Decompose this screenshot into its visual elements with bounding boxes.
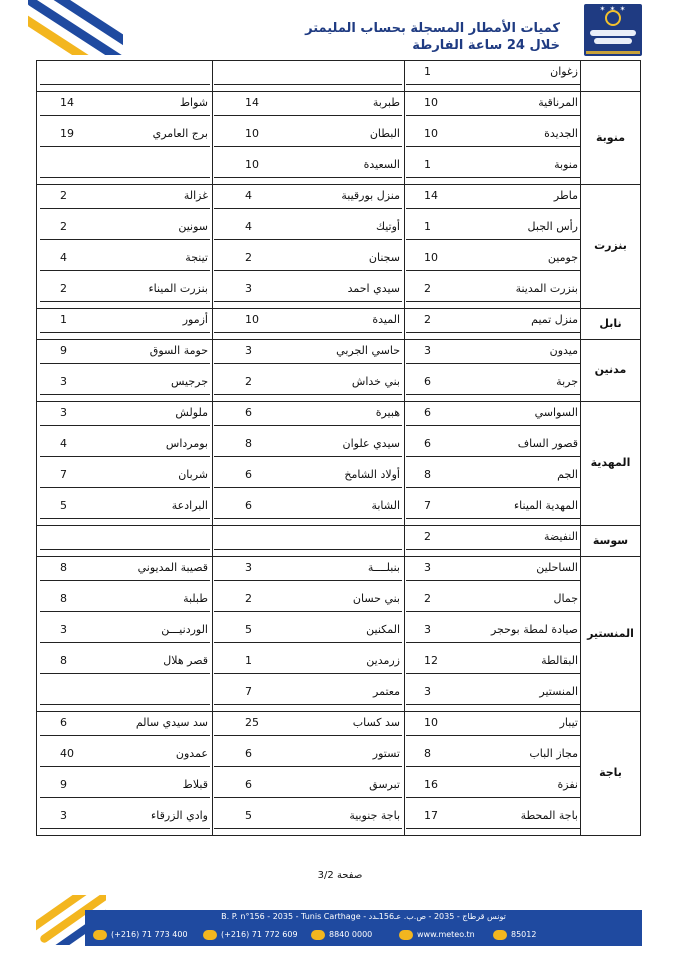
cell-underline [40, 332, 210, 333]
cell-underline [214, 456, 402, 457]
cell-underline [406, 208, 580, 209]
cell-underline [40, 115, 210, 116]
station-name: البطان [369, 127, 400, 140]
institute-logo: ✶ ✶ ✶ [584, 4, 642, 56]
cell-underline [214, 394, 402, 395]
station-name: قصيبة المديوني [137, 561, 208, 574]
rainfall-value: 3 [424, 561, 431, 574]
cell-underline [214, 177, 402, 178]
rainfall-value: 2 [424, 282, 431, 295]
rainfall-value [60, 525, 100, 549]
rainfall-value: 6 [245, 778, 252, 791]
station-name: زرمدين [366, 654, 400, 667]
cell-underline [406, 487, 580, 488]
contact-text: 8840 0000 [329, 930, 373, 939]
rainfall-value [60, 153, 100, 177]
station-name: ملولش [175, 406, 208, 419]
rainfall-value: 3 [245, 344, 252, 357]
station-name: تبرسق [369, 778, 400, 791]
cell-underline [214, 146, 402, 147]
cell-underline [40, 704, 210, 705]
cell-underline [40, 425, 210, 426]
rainfall-value: 2 [60, 282, 67, 295]
station-name: سجنان [368, 251, 400, 264]
cell-underline [40, 208, 210, 209]
fax-icon [203, 930, 217, 940]
rainfall-value: 1 [424, 65, 431, 78]
rainfall-value: 10 [424, 251, 438, 264]
rainfall-value: 4 [245, 220, 252, 233]
title-line-2: خلال 24 ساعة الفارطة [412, 38, 560, 53]
station-name: بني خداش [351, 375, 400, 388]
station-name: طبلبة [183, 592, 208, 605]
station-name: شربان [178, 468, 208, 481]
rainfall-value: 5 [60, 499, 67, 512]
rainfall-value: 3 [60, 623, 67, 636]
station-name: هبيرة [375, 406, 400, 419]
rainfall-value: 10 [424, 96, 438, 109]
station-name: ميدون [549, 344, 578, 357]
rainfall-value: 6 [424, 406, 431, 419]
rainfall-value: 17 [424, 809, 438, 822]
governorate-label [580, 60, 641, 91]
rainfall-value: 2 [60, 220, 67, 233]
cell-underline [40, 456, 210, 457]
station-name: قبلاط [182, 778, 208, 791]
rainfall-value: 3 [424, 623, 431, 636]
contact-text: 85012 [511, 930, 537, 939]
station-name: المكنين [366, 623, 400, 636]
cell-underline [406, 239, 580, 240]
handset-icon [311, 930, 325, 940]
header-stripes-decoration [28, 0, 123, 55]
rainfall-value: 8 [60, 654, 67, 667]
cell-underline [406, 425, 580, 426]
station-name: وادي الزرقاء [151, 809, 208, 822]
cell-underline [406, 518, 580, 519]
rainfall-value [245, 525, 285, 549]
cell-underline [214, 301, 402, 302]
station-name: الميدة [372, 313, 400, 326]
rainfall-value: 6 [424, 437, 431, 450]
rainfall-value [60, 60, 100, 84]
rainfall-value: 4 [60, 437, 67, 450]
cell-underline [406, 828, 580, 829]
rainfall-value: 7 [60, 468, 67, 481]
cell-underline [406, 797, 580, 798]
cell-underline [40, 177, 210, 178]
rainfall-value: 4 [245, 189, 252, 202]
cell-underline [214, 487, 402, 488]
station-name: بنبلــــة [367, 561, 400, 574]
station-name: الساحلين [536, 561, 578, 574]
cell-underline [406, 456, 580, 457]
cell-underline [406, 735, 580, 736]
station-name: بومرداس [165, 437, 208, 450]
governorate-label: بنزرت [594, 239, 627, 252]
cell-underline [40, 270, 210, 271]
rainfall-value: 6 [60, 716, 67, 729]
cell-underline [406, 580, 580, 581]
cell-underline [406, 394, 580, 395]
cell-underline [406, 301, 580, 302]
station-name: منزل بورقيبة [341, 189, 400, 202]
cell-underline [406, 704, 580, 705]
cell-underline [406, 611, 580, 612]
cell-underline [40, 84, 210, 85]
station-name: زغوان [550, 65, 578, 78]
cell-underline [40, 487, 210, 488]
cell-underline [40, 673, 210, 674]
station-name: شواط [179, 96, 208, 109]
station-name: طبربة [372, 96, 400, 109]
station-name: صيادة لمطة بوحجر [490, 623, 578, 636]
station-name: منوبة [554, 158, 578, 171]
station-name: المهدية الميناء [514, 499, 578, 512]
cell-underline [40, 766, 210, 767]
rainfall-value: 14 [245, 96, 259, 109]
rainfall-value: 9 [60, 778, 67, 791]
station-name: السواسي [534, 406, 578, 419]
cell-underline [214, 642, 402, 643]
rainfall-value: 10 [245, 158, 259, 171]
cell-underline [40, 146, 210, 147]
cell-underline [214, 704, 402, 705]
cell-underline [214, 84, 402, 85]
cell-underline [40, 735, 210, 736]
governorate-label: نابل [599, 317, 622, 330]
rainfall-value: 3 [245, 282, 252, 295]
contact-item [203, 927, 298, 943]
cell-underline [214, 518, 402, 519]
table-column-divider [404, 60, 405, 836]
page-title [200, 20, 560, 54]
station-name: معتمر [373, 685, 400, 698]
cell-underline [214, 828, 402, 829]
station-name: قصور الساف [517, 437, 578, 450]
rainfall-value: 10 [424, 127, 438, 140]
station-name: تيبار [559, 716, 578, 729]
rainfall-value: 10 [245, 127, 259, 140]
rainfall-value: 9 [60, 344, 67, 357]
cell-underline [406, 270, 580, 271]
rainfall-value: 2 [245, 251, 252, 264]
title-line-1: كميات الأمطار المسجلة بحساب المليمتر [305, 21, 560, 36]
rainfall-value: 3 [60, 406, 67, 419]
cell-underline [406, 549, 580, 550]
station-name: البقالطة [541, 654, 578, 667]
rainfall-value: 2 [60, 189, 67, 202]
station-name: قصر هلال [163, 654, 208, 667]
station-name: أولاد الشامخ [344, 468, 400, 481]
rainfall-value [60, 680, 100, 704]
cell-underline [214, 549, 402, 550]
station-name: النفيضة [543, 530, 578, 543]
governorate-label: باجة [599, 766, 622, 779]
governorate-label: سوسة [592, 534, 629, 547]
governorate-label: المهدية [590, 456, 631, 469]
rainfall-value: 40 [60, 747, 74, 760]
station-name: باجة المحطة [520, 809, 578, 822]
cell-underline [40, 549, 210, 550]
rainfall-value: 7 [424, 499, 431, 512]
sms-icon [493, 930, 507, 940]
station-name: سيدي احمد [347, 282, 400, 295]
rainfall-value: 6 [245, 406, 252, 419]
cell-underline [40, 642, 210, 643]
rainfall-value: 3 [424, 344, 431, 357]
rainfall-value: 14 [60, 96, 74, 109]
station-name: البرادعة [171, 499, 208, 512]
cell-underline [406, 84, 580, 85]
rainfall-value: 6 [245, 747, 252, 760]
station-name: برج العامري [152, 127, 208, 140]
station-name: أوتيك [375, 220, 400, 233]
cell-underline [40, 580, 210, 581]
cell-underline [40, 363, 210, 364]
rainfall-value: 1 [424, 158, 431, 171]
rainfall-value: 16 [424, 778, 438, 791]
rainfall-value: 3 [60, 375, 67, 388]
station-name: عمدون [175, 747, 208, 760]
rainfall-value: 1 [424, 220, 431, 233]
contact-item[interactable] [399, 927, 475, 943]
rainfall-value: 3 [60, 809, 67, 822]
station-name: حومة السوق [149, 344, 208, 357]
governorate-label: منوبة [596, 131, 625, 144]
cell-underline [214, 580, 402, 581]
rainfall-value: 2 [424, 313, 431, 326]
rainfall-value: 1 [60, 313, 67, 326]
station-name: تينجة [185, 251, 208, 264]
contact-text: (+216) 71 772 609 [221, 930, 298, 939]
cell-underline [40, 301, 210, 302]
station-name: نفزة [557, 778, 578, 791]
rainfall-value: 2 [424, 592, 431, 605]
cell-underline [406, 363, 580, 364]
cell-underline [40, 518, 210, 519]
footer-bar [85, 910, 642, 946]
cell-underline [214, 115, 402, 116]
cell-underline [40, 394, 210, 395]
rainfall-value: 12 [424, 654, 438, 667]
rainfall-value: 19 [60, 127, 74, 140]
station-name: السعيدة [363, 158, 400, 171]
rainfall-value: 8 [424, 468, 431, 481]
station-name: غزالة [183, 189, 208, 202]
phone-icon [93, 930, 107, 940]
cell-underline [214, 425, 402, 426]
footer-address: B. P. n°156 - 2035 - Tunis Carthage - تونس قرطاج - 2035 - ص.ب. عـ156ـدد [221, 912, 506, 921]
rainfall-value: 25 [245, 716, 259, 729]
station-name: الجديدة [544, 127, 578, 140]
station-name: تستور [372, 747, 400, 760]
rainfall-value: 4 [60, 251, 67, 264]
cell-underline [214, 270, 402, 271]
rainfall-value: 2 [245, 592, 252, 605]
contact-item [93, 927, 188, 943]
rainfall-value: 7 [245, 685, 252, 698]
rainfall-value: 8 [424, 747, 431, 760]
station-name: سونين [178, 220, 208, 233]
cell-underline [40, 239, 210, 240]
rainfall-value: 5 [245, 809, 252, 822]
rainfall-value: 3 [424, 685, 431, 698]
station-name: باجة جنوبية [349, 809, 400, 822]
rainfall-value: 8 [60, 561, 67, 574]
station-name: المرناقية [538, 96, 578, 109]
station-name: منزل تميم [531, 313, 578, 326]
cell-underline [406, 642, 580, 643]
rainfall-value: 14 [424, 189, 438, 202]
station-name: جرجيس [170, 375, 208, 388]
station-name: ماطر [553, 189, 578, 202]
station-name: جومين [547, 251, 578, 264]
contact-item [311, 927, 372, 943]
station-name: الشابة [371, 499, 400, 512]
web-icon [399, 930, 413, 940]
cell-underline [214, 735, 402, 736]
cell-underline [214, 797, 402, 798]
table-column-divider [212, 60, 213, 836]
station-name: أزمور [182, 313, 208, 326]
station-name: سد سيدي سالم [135, 716, 208, 729]
cell-underline [40, 797, 210, 798]
cell-underline [406, 332, 580, 333]
rainfall-value: 5 [245, 623, 252, 636]
cell-underline [214, 332, 402, 333]
cell-underline [214, 363, 402, 364]
rainfall-value: 10 [245, 313, 259, 326]
station-name: جربة [556, 375, 578, 388]
rainfall-value: 2 [245, 375, 252, 388]
rainfall-value: 3 [245, 561, 252, 574]
cell-underline [406, 766, 580, 767]
rainfall-value [245, 60, 285, 84]
station-name: سد كساب [352, 716, 400, 729]
cell-underline [214, 611, 402, 612]
cell-underline [214, 673, 402, 674]
governorate-label: مدنين [594, 363, 627, 376]
rainfall-value: 6 [245, 499, 252, 512]
rainfall-value: 10 [424, 716, 438, 729]
cell-underline [406, 177, 580, 178]
cell-underline [214, 766, 402, 767]
contact-item [493, 927, 536, 943]
station-name: بنزرت الميناء [148, 282, 208, 295]
station-name: الوردنيـــن [161, 623, 208, 636]
station-name: بنزرت المدينة [515, 282, 578, 295]
rainfall-value: 8 [60, 592, 67, 605]
rainfall-value: 1 [245, 654, 252, 667]
station-name: سيدي علوان [342, 437, 400, 450]
rainfall-value: 8 [245, 437, 252, 450]
cell-underline [214, 239, 402, 240]
cell-underline [40, 611, 210, 612]
contact-text: www.meteo.tn [417, 930, 475, 939]
cell-underline [40, 828, 210, 829]
cell-underline [406, 115, 580, 116]
page-number: صفحة 3/2 [317, 870, 363, 881]
governorate-label: المنستير [587, 627, 634, 640]
rainfall-value: 6 [424, 375, 431, 388]
cell-underline [406, 673, 580, 674]
station-name: الجم [557, 468, 578, 481]
station-name: المنستير [539, 685, 578, 698]
station-name: حاسي الجربي [336, 344, 400, 357]
rainfall-value: 2 [424, 530, 431, 543]
station-name: جمال [553, 592, 578, 605]
station-name: رأس الجبل [527, 220, 578, 233]
cell-underline [214, 208, 402, 209]
station-name: بني حسان [352, 592, 400, 605]
cell-underline [406, 146, 580, 147]
contact-text: (+216) 71 773 400 [111, 930, 188, 939]
rainfall-value: 6 [245, 468, 252, 481]
station-name: مجاز الباب [529, 747, 578, 760]
